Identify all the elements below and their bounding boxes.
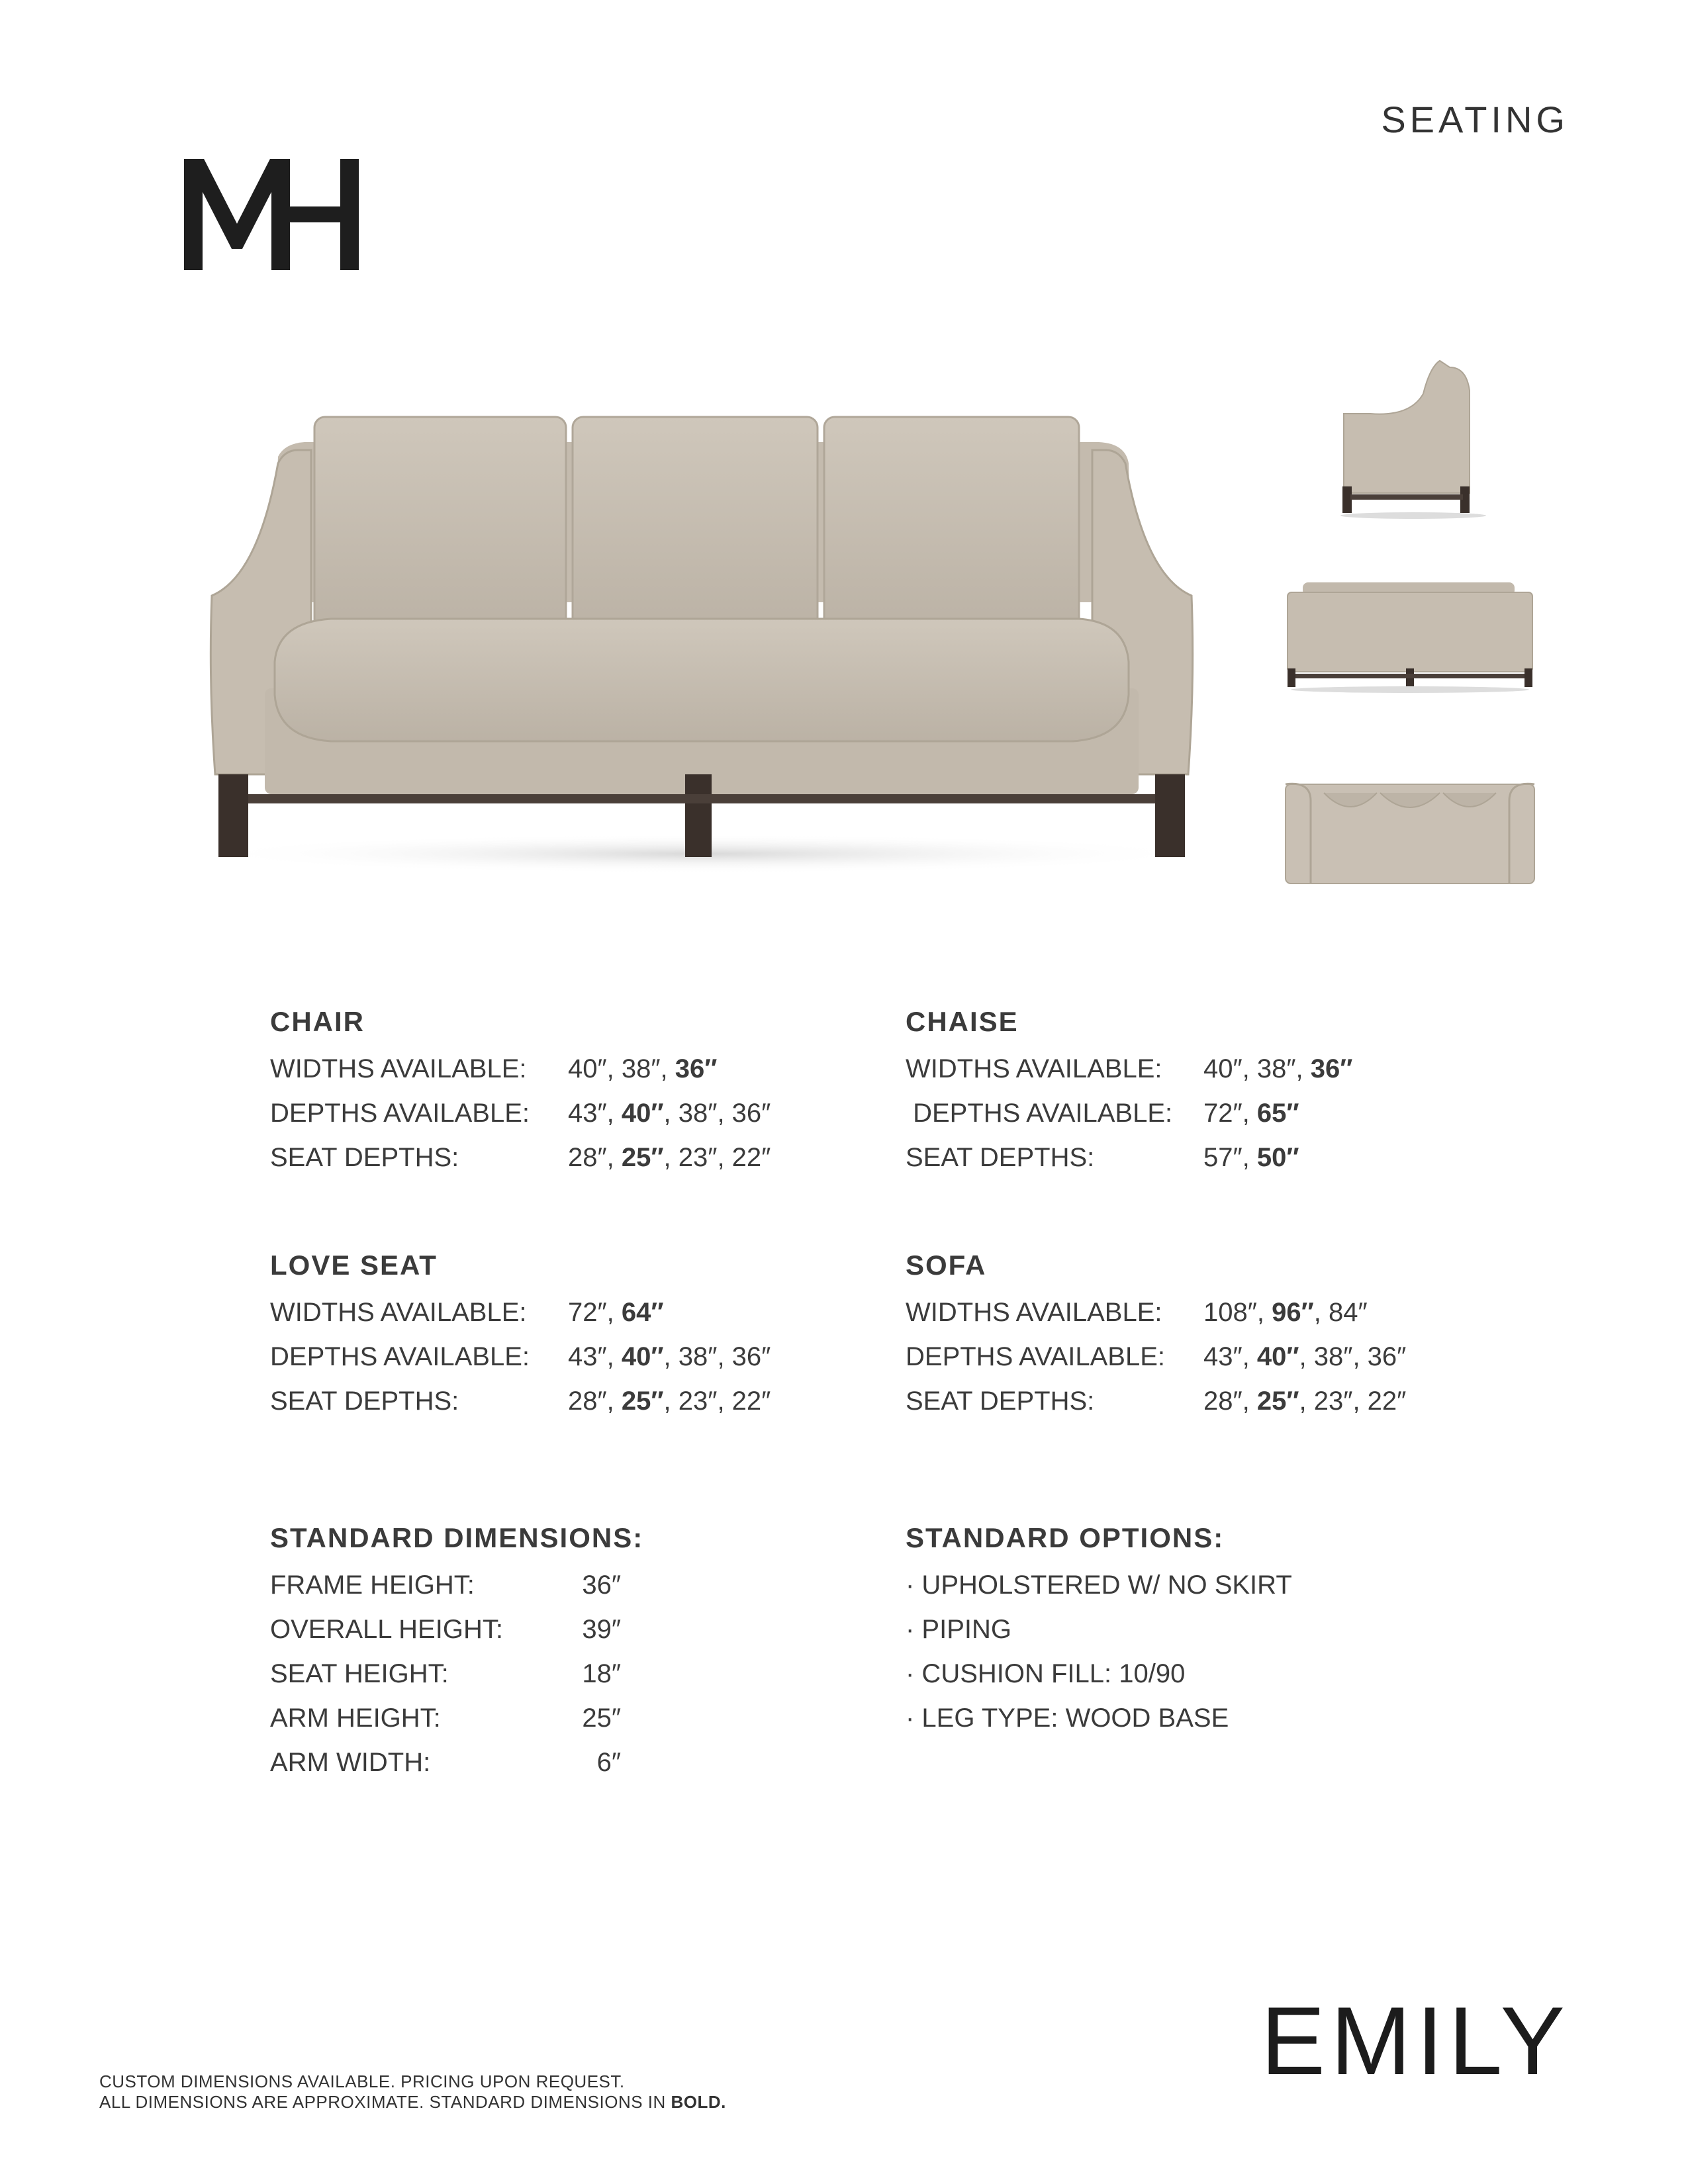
standard-value: 25″ [621, 1387, 664, 1416]
footer-note [99, 2071, 726, 2113]
spec-row [270, 1335, 771, 1379]
spec-row [906, 1335, 1406, 1379]
spec-value: 23″ [678, 1387, 718, 1416]
mh-logo [179, 151, 364, 277]
spec-label: SEAT DEPTHS: [906, 1387, 1095, 1416]
spec-values: 40″, 38″, 36″ [1203, 1054, 1353, 1083]
spec-value: 72″ [568, 1298, 607, 1327]
spec-values: 43″, 40″, 38″, 36″ [1203, 1342, 1407, 1371]
option-item: · UPHOLSTERED W/ NO SKIRT [906, 1570, 1292, 1600]
dimension-value: 39″ [582, 1615, 621, 1644]
spec-label: SEAT DEPTHS: [270, 1143, 459, 1172]
standard-value: 40″ [1256, 1342, 1299, 1371]
spec-value: 40″ [568, 1054, 607, 1083]
dimension-label: FRAME HEIGHT: [270, 1570, 475, 1600]
spec-values: 40″, 38″, 36″ [568, 1054, 718, 1083]
section-title: STANDARD OPTIONS: [906, 1522, 1225, 1553]
spec-label: WIDTHS AVAILABLE: [270, 1298, 527, 1327]
dimension-value: 18″ [582, 1659, 621, 1688]
sofa-front-view-image [199, 404, 1205, 880]
spec-value: 84″ [1329, 1298, 1368, 1327]
spec-values: 28″, 25″, 23″, 22″ [568, 1143, 771, 1172]
dimension-value: 6″ [596, 1748, 621, 1777]
spec-values: 43″, 40″, 38″, 36″ [568, 1099, 771, 1128]
dimension-row [270, 1608, 643, 1652]
sofa-top-view-image [1284, 774, 1536, 893]
standard-value: 65″ [1256, 1099, 1299, 1128]
spec-label: SEAT DEPTHS: [270, 1387, 459, 1416]
spec-values: 28″, 25″, 23″, 22″ [568, 1387, 771, 1416]
section-title: STANDARD DIMENSIONS: [270, 1522, 644, 1553]
spec-value: 22″ [731, 1143, 771, 1172]
spec-values: 57″, 50″ [1203, 1143, 1299, 1172]
spec-value: 23″ [678, 1143, 718, 1172]
standard-options [906, 1522, 1292, 1741]
spec-value: 28″ [1203, 1387, 1243, 1416]
love-seat-specs [270, 1250, 771, 1424]
dimension-label: ARM HEIGHT: [270, 1704, 441, 1733]
spec-row [270, 1379, 771, 1424]
dimension-value: 25″ [582, 1704, 621, 1733]
spec-label: DEPTHS AVAILABLE: [270, 1342, 530, 1371]
sofa-side-view-image [1331, 354, 1496, 520]
spec-row [906, 1291, 1406, 1335]
standard-dimensions [270, 1522, 643, 1785]
spec-value: 72″ [1203, 1099, 1243, 1128]
spec-label: DEPTHS AVAILABLE: [906, 1099, 1173, 1128]
spec-values: 43″, 40″, 38″, 36″ [568, 1342, 771, 1371]
dimension-value: 36″ [582, 1570, 621, 1600]
sofa-back-view-image [1284, 576, 1536, 695]
category-title: SEATING [1381, 99, 1569, 140]
spec-value: 38″ [678, 1099, 718, 1128]
standard-value: 40″ [621, 1099, 664, 1128]
section-title: LOVE SEAT [270, 1250, 438, 1281]
dimension-row [270, 1652, 643, 1696]
spec-value: 22″ [1367, 1387, 1407, 1416]
spec-value: 57″ [1203, 1143, 1243, 1172]
spec-values: 108″, 96″, 84″ [1203, 1298, 1368, 1327]
spec-value: 28″ [568, 1387, 607, 1416]
spec-value: 36″ [731, 1342, 771, 1371]
footer-line-2: ALL DIMENSIONS ARE APPROXIMATE. STANDARD DIMENSIONS IN BOLD. [99, 2092, 726, 2112]
spec-value: 28″ [568, 1143, 607, 1172]
standard-value: 50″ [1256, 1143, 1299, 1172]
spec-row [270, 1136, 771, 1180]
section-title: CHAIR [270, 1006, 365, 1037]
spec-value: 38″ [678, 1342, 718, 1371]
standard-value: 64″ [621, 1298, 664, 1327]
dimension-label: SEAT HEIGHT: [270, 1659, 449, 1688]
dimension-label: ARM WIDTH: [270, 1748, 431, 1777]
spec-value: 36″ [731, 1099, 771, 1128]
spec-row [906, 1136, 1352, 1180]
dimension-row [270, 1563, 643, 1608]
spec-value: 40″ [1203, 1054, 1243, 1083]
standard-value: 25″ [1256, 1387, 1299, 1416]
spec-label: WIDTHS AVAILABLE: [270, 1054, 527, 1083]
spec-value: 23″ [1313, 1387, 1353, 1416]
spec-value: 38″ [1256, 1054, 1296, 1083]
dimension-row [270, 1696, 643, 1741]
dimension-label: OVERALL HEIGHT: [270, 1615, 503, 1644]
footer-line-1: CUSTOM DIMENSIONS AVAILABLE. PRICING UPON REQUEST. [99, 2071, 625, 2091]
spec-row [270, 1047, 771, 1091]
spec-row [906, 1091, 1352, 1136]
spec-value: 38″ [621, 1054, 661, 1083]
standard-value: 96″ [1272, 1298, 1314, 1327]
spec-value: 43″ [568, 1099, 607, 1128]
spec-value: 43″ [1203, 1342, 1243, 1371]
standard-value: 40″ [621, 1342, 664, 1371]
option-item: · PIPING [906, 1615, 1012, 1644]
standard-value: 25″ [621, 1143, 664, 1172]
spec-row [270, 1091, 771, 1136]
dimension-row [270, 1741, 643, 1785]
spec-values: 28″, 25″, 23″, 22″ [1203, 1387, 1407, 1416]
spec-value: 22″ [731, 1387, 771, 1416]
spec-label: DEPTHS AVAILABLE: [906, 1342, 1166, 1371]
option-item: · CUSHION FILL: 10/90 [906, 1659, 1186, 1688]
sofa-specs [906, 1250, 1406, 1424]
spec-value: 38″ [1313, 1342, 1353, 1371]
section-title: CHAISE [906, 1006, 1019, 1037]
spec-value: 108″ [1203, 1298, 1257, 1327]
spec-value: 36″ [1367, 1342, 1407, 1371]
spec-row [270, 1291, 771, 1335]
spec-value: 43″ [568, 1342, 607, 1371]
spec-label: SEAT DEPTHS: [906, 1143, 1095, 1172]
chaise-specs [906, 1006, 1352, 1180]
option-item: · LEG TYPE: WOOD BASE [906, 1704, 1229, 1733]
spec-label: WIDTHS AVAILABLE: [906, 1054, 1162, 1083]
standard-value: 36″ [675, 1054, 718, 1083]
section-title: SOFA [906, 1250, 987, 1281]
spec-values: 72″, 64″ [568, 1298, 664, 1327]
spec-values: 72″, 65″ [1203, 1099, 1299, 1128]
spec-row [906, 1379, 1406, 1424]
spec-row [906, 1047, 1352, 1091]
chair-specs [270, 1006, 771, 1180]
spec-label: WIDTHS AVAILABLE: [906, 1298, 1162, 1327]
product-name: EMILY [1260, 1987, 1570, 2095]
standard-value: 36″ [1310, 1054, 1353, 1083]
spec-label: DEPTHS AVAILABLE: [270, 1099, 530, 1128]
